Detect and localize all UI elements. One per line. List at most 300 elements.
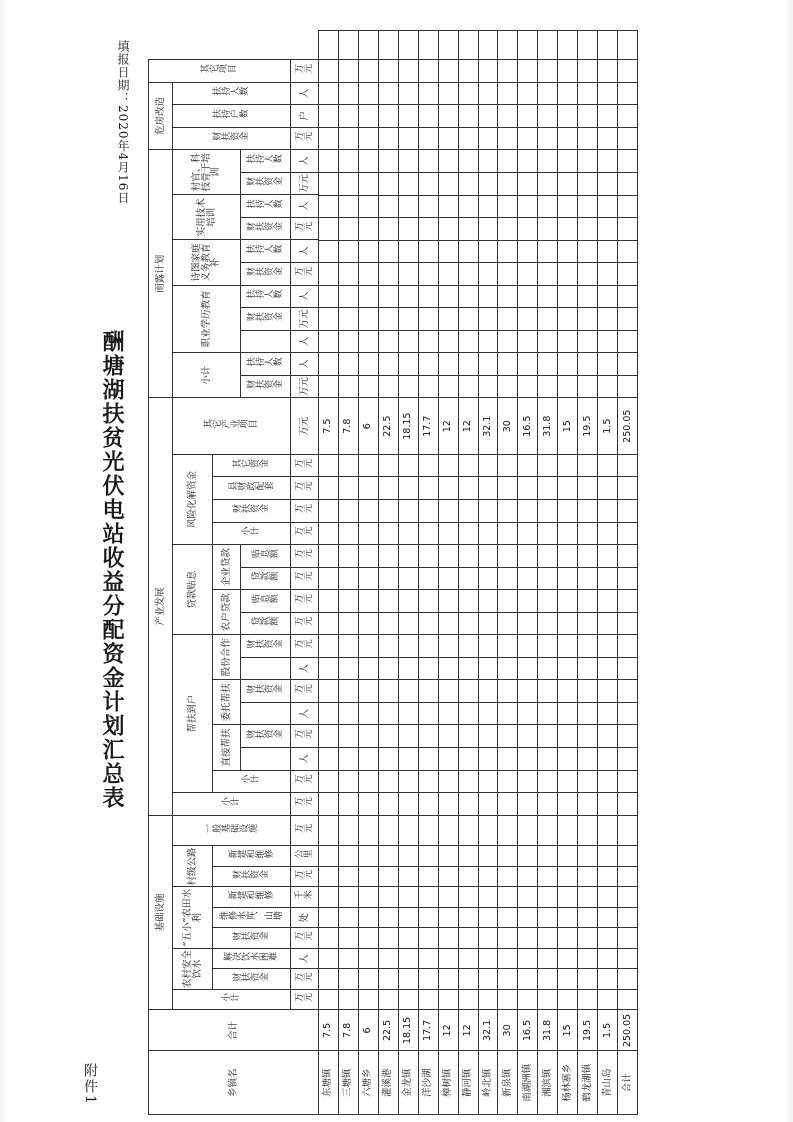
fill-date: 填报日期：2020年4月16日 (116, 40, 130, 205)
cell-empty (558, 725, 578, 748)
cell-empty (378, 218, 398, 241)
cell-empty (438, 218, 458, 241)
cell-empty (378, 308, 398, 331)
cell-town: 樟树镇 (438, 1051, 458, 1115)
cell-town: 灌溪港 (378, 1051, 398, 1115)
cell-empty (438, 263, 458, 286)
cell-empty (558, 948, 578, 969)
cell-empty (458, 477, 478, 500)
cell-empty (458, 846, 478, 867)
cell-empty (319, 375, 339, 398)
table-row (458, 31, 478, 1115)
cell-empty (438, 590, 458, 613)
header-vocational: 职业学历教育 (173, 285, 241, 353)
cell-empty (578, 60, 598, 83)
cell-empty (358, 499, 378, 522)
cell-empty (578, 866, 598, 887)
header-farmer-loan: 农户贷款 (213, 590, 241, 635)
header-share-people (241, 657, 291, 680)
cell-empty (498, 612, 518, 635)
cell-empty (558, 657, 578, 680)
cell-empty (418, 195, 438, 218)
cell-empty (618, 725, 638, 748)
cell-total: 15 (558, 1010, 578, 1051)
cell-empty (538, 477, 558, 500)
cell-empty (418, 725, 438, 748)
cell-empty (358, 657, 378, 680)
cell-empty (398, 969, 418, 990)
cell-empty (558, 887, 578, 908)
cell-town: 东塘镇 (319, 1051, 339, 1115)
cell-empty (438, 770, 458, 793)
cell-empty (558, 612, 578, 635)
cell-empty (458, 545, 478, 568)
cell-empty (578, 989, 598, 1010)
cell-empty (458, 567, 478, 590)
cell-empty (418, 127, 438, 150)
header-risk-county: 县财政配套 (213, 477, 291, 500)
cell-empty (598, 375, 618, 398)
cell-empty (598, 702, 618, 725)
unit-entrust-fund: 万元 (291, 680, 319, 703)
header-other-industry: 其它产业项目 (173, 398, 291, 455)
cell-other-industry: 250.05 (618, 398, 638, 454)
cell-empty (398, 928, 418, 949)
cell-empty (618, 567, 638, 590)
cell-empty (498, 680, 518, 703)
cell-empty (518, 887, 538, 908)
cell-empty (538, 702, 558, 725)
cell-empty (458, 635, 478, 658)
cell-empty (558, 499, 578, 522)
cell-town: 新泉镇 (498, 1051, 518, 1115)
cell-empty (338, 866, 358, 887)
cell-empty (438, 308, 458, 331)
cell-empty (338, 907, 358, 928)
cell-empty (358, 195, 378, 218)
cell-empty (418, 989, 438, 1010)
cell-empty (458, 31, 478, 60)
cell-empty (558, 285, 578, 308)
cell-empty (498, 657, 518, 680)
document-title: 酬塘湖扶贫光伏电站收益分配资金计划汇总表 (99, 330, 124, 810)
cell-empty (618, 989, 638, 1010)
cell-empty (478, 105, 498, 128)
header-five-small: “五小”农田水利 (173, 887, 213, 949)
cell-empty (518, 105, 538, 128)
cell-empty (418, 499, 438, 522)
cell-empty (418, 477, 438, 500)
cell-empty (358, 567, 378, 590)
cell-empty (378, 60, 398, 83)
cell-empty (418, 815, 438, 846)
header-village-road: 村级公路 (173, 846, 213, 887)
cell-empty (498, 907, 518, 928)
cell-empty (458, 948, 478, 969)
cell-empty (478, 31, 498, 60)
cell-empty (398, 263, 418, 286)
cell-empty (398, 702, 418, 725)
cell-empty (598, 240, 618, 263)
cell-empty (378, 263, 398, 286)
cell-empty (398, 218, 418, 241)
cell-empty (558, 702, 578, 725)
cell-empty (518, 567, 538, 590)
unit-poetry-fund: 万元 (291, 262, 319, 285)
cell-empty (418, 612, 438, 635)
cell-empty (398, 657, 418, 680)
cell-empty (418, 330, 438, 353)
cell-empty (498, 590, 518, 613)
cell-empty (319, 127, 339, 150)
cell-empty (578, 195, 598, 218)
cell-empty (418, 680, 438, 703)
cell-empty (538, 725, 558, 748)
cell-empty (319, 748, 339, 771)
cell-other-industry: 12 (438, 398, 458, 454)
cell-empty (518, 928, 538, 949)
cell-empty (458, 887, 478, 908)
cell-empty (418, 748, 438, 771)
header-prac-fund: 财扶资金 (241, 217, 291, 240)
cell-empty (319, 846, 339, 867)
cell-empty (338, 590, 358, 613)
cell-empty (398, 545, 418, 568)
cell-empty (598, 308, 618, 331)
cell-empty (458, 353, 478, 376)
cell-total: 12 (438, 1010, 458, 1051)
unit-road-km: 公里 (291, 846, 319, 867)
cell-empty (438, 567, 458, 590)
header-road-fund: 财扶资金 (213, 866, 291, 887)
cell-empty (378, 702, 398, 725)
cell-empty (598, 989, 618, 1010)
cell-empty (538, 887, 558, 908)
cell-empty (618, 907, 638, 928)
cell-empty (358, 928, 378, 949)
cell-empty (458, 82, 478, 105)
cell-total: 18.15 (398, 1010, 418, 1051)
cell-empty (358, 702, 378, 725)
cell-empty (338, 657, 358, 680)
cell-empty (438, 545, 458, 568)
cell-empty (319, 770, 339, 793)
cell-empty (478, 590, 498, 613)
cell-other-industry: 16.5 (518, 398, 538, 454)
cell-empty (418, 948, 438, 969)
cell-empty (478, 60, 498, 83)
table-row (478, 31, 498, 1115)
cell-town: 静河镇 (458, 1051, 478, 1115)
cell-empty (578, 308, 598, 331)
header-infra: 基础设施 (149, 815, 173, 1010)
cell-empty (538, 522, 558, 545)
cell-empty (498, 748, 518, 771)
cell-empty (558, 545, 578, 568)
cell-empty (518, 127, 538, 150)
cell-empty (338, 60, 358, 83)
cell-town: 六塘乡 (358, 1051, 378, 1115)
cell-empty (458, 195, 478, 218)
cell-empty (378, 330, 398, 353)
cell-empty (618, 748, 638, 771)
cell-empty (558, 635, 578, 658)
cell-empty (438, 499, 458, 522)
cell-empty (518, 948, 538, 969)
cell-empty (438, 748, 458, 771)
table-row (358, 31, 378, 1115)
cell-empty (518, 680, 538, 703)
header-five-repair: 维修水库、山塘 (213, 907, 291, 928)
cell-empty (358, 127, 378, 150)
unit-five-chu: 处 (291, 907, 319, 928)
cell-other-industry: 15 (558, 398, 578, 454)
cell-empty (498, 105, 518, 128)
cell-empty (398, 793, 418, 816)
cell-empty (598, 173, 618, 196)
cell-empty (458, 989, 478, 1010)
cell-empty (558, 375, 578, 398)
cell-empty (378, 770, 398, 793)
cell-empty (319, 173, 339, 196)
cell-empty (618, 195, 638, 218)
cell-empty (618, 590, 638, 613)
cell-empty (578, 31, 598, 60)
cell-empty (598, 725, 618, 748)
cell-empty (538, 308, 558, 331)
cell-empty (458, 815, 478, 846)
cell-empty (418, 793, 438, 816)
cell-empty (518, 454, 538, 477)
cell-empty (618, 969, 638, 990)
cell-empty (598, 454, 618, 477)
cell-empty (538, 499, 558, 522)
unit-officer-people: 人 (291, 150, 319, 173)
cell-total: 1.5 (598, 1010, 618, 1051)
cell-empty (598, 635, 618, 658)
cell-empty (478, 150, 498, 173)
cell-empty (319, 815, 339, 846)
cell-empty (518, 60, 538, 83)
cell-empty (478, 657, 498, 680)
cell-empty (518, 702, 538, 725)
body-table-wrapper (318, 30, 638, 1115)
cell-empty (478, 928, 498, 949)
cell-empty (398, 590, 418, 613)
cell-empty (358, 330, 378, 353)
cell-empty (598, 770, 618, 793)
header-road-new: 新建和维修 (213, 846, 291, 867)
cell-empty (418, 522, 438, 545)
cell-empty (498, 31, 518, 60)
cell-empty (498, 989, 518, 1010)
cell-empty (478, 263, 498, 286)
unit-risk-county: 万元 (291, 477, 319, 500)
cell-empty (398, 866, 418, 887)
cell-empty (418, 846, 438, 867)
cell-empty (338, 127, 358, 150)
cell-empty (578, 948, 598, 969)
cell-empty (558, 218, 578, 241)
cell-empty (438, 31, 458, 60)
cell-empty (598, 285, 618, 308)
cell-empty (378, 846, 398, 867)
cell-empty (578, 522, 598, 545)
header-help-household: 帮扶到户 (173, 635, 213, 793)
cell-empty (319, 150, 339, 173)
header-village-officer: 村官、科技骨干培训 (173, 150, 241, 195)
cell-empty (338, 218, 358, 241)
cell-empty (358, 105, 378, 128)
cell-empty (618, 499, 638, 522)
cell-empty (358, 60, 378, 83)
cell-total: 31.8 (538, 1010, 558, 1051)
cell-empty (478, 635, 498, 658)
cell-empty (338, 454, 358, 477)
cell-empty (478, 454, 498, 477)
cell-empty (358, 969, 378, 990)
cell-empty (478, 127, 498, 150)
cell-empty (538, 60, 558, 83)
cell-empty (478, 866, 498, 887)
cell-empty (398, 989, 418, 1010)
cell-empty (438, 680, 458, 703)
cell-empty (538, 285, 558, 308)
cell-empty (558, 969, 578, 990)
cell-empty (598, 793, 618, 816)
table-row (498, 31, 518, 1115)
cell-empty (338, 31, 358, 60)
cell-empty (338, 567, 358, 590)
cell-empty (458, 657, 478, 680)
table-row (438, 31, 458, 1115)
cell-empty (458, 218, 478, 241)
cell-empty (458, 612, 478, 635)
cell-empty (518, 770, 538, 793)
header-total: 合计 (149, 1010, 319, 1051)
cell-empty (338, 330, 358, 353)
cell-empty (498, 195, 518, 218)
cell-empty (498, 887, 518, 908)
cell-empty (538, 127, 558, 150)
table-row (418, 31, 438, 1115)
cell-empty (458, 173, 478, 196)
cell-empty (398, 522, 418, 545)
unit-voc-fund: 万元 (291, 308, 319, 331)
cell-empty (558, 770, 578, 793)
cell-empty (458, 866, 478, 887)
cell-empty (618, 240, 638, 263)
cell-empty (558, 454, 578, 477)
cell-empty (358, 612, 378, 635)
cell-empty (378, 866, 398, 887)
cell-total: 17.7 (418, 1010, 438, 1051)
cell-empty (319, 702, 339, 725)
header-farmer-loan-amt: 贷款额 (241, 612, 291, 635)
cell-empty (518, 612, 538, 635)
header-house-people: 扶持人数 (173, 82, 291, 105)
cell-empty (538, 612, 558, 635)
header-table (148, 30, 319, 1115)
cell-empty (478, 195, 498, 218)
cell-empty (358, 375, 378, 398)
cell-empty (398, 82, 418, 105)
header-risk-fund-col: 财扶资金 (213, 499, 291, 522)
cell-empty (598, 353, 618, 376)
cell-town: 青山岛 (598, 1051, 618, 1115)
cell-empty (378, 590, 398, 613)
cell-empty (518, 846, 538, 867)
cell-empty (338, 612, 358, 635)
cell-empty (518, 657, 538, 680)
cell-empty (358, 680, 378, 703)
cell-empty (538, 866, 558, 887)
cell-empty (538, 680, 558, 703)
cell-empty (558, 240, 578, 263)
cell-empty (478, 702, 498, 725)
header-enterprise-loan: 企业贷款 (213, 545, 241, 590)
cell-empty (438, 240, 458, 263)
cell-empty (538, 173, 558, 196)
cell-empty (319, 948, 339, 969)
cell-empty (618, 353, 638, 376)
cell-empty (338, 702, 358, 725)
cell-other-industry: 30 (498, 398, 518, 454)
cell-empty (398, 725, 418, 748)
cell-empty (618, 330, 638, 353)
cell-empty (558, 522, 578, 545)
cell-empty (378, 725, 398, 748)
cell-empty (458, 454, 478, 477)
cell-empty (618, 948, 638, 969)
cell-empty (338, 105, 358, 128)
cell-empty (378, 748, 398, 771)
cell-empty (458, 105, 478, 128)
cell-empty (478, 793, 498, 816)
unit-officer-fund: 万元 (291, 172, 319, 195)
cell-empty (438, 60, 458, 83)
cell-empty (338, 887, 358, 908)
cell-empty (578, 702, 598, 725)
cell-empty (598, 590, 618, 613)
cell-empty (598, 567, 618, 590)
cell-empty (538, 590, 558, 613)
cell-empty (338, 545, 358, 568)
cell-empty (438, 127, 458, 150)
header-farmer-interest: 贴息额 (241, 590, 291, 613)
cell-empty (518, 590, 538, 613)
unit-other-industry: 万元 (291, 398, 319, 455)
cell-empty (558, 846, 578, 867)
cell-empty (418, 887, 438, 908)
cell-empty (378, 522, 398, 545)
cell-empty (438, 522, 458, 545)
cell-empty (578, 82, 598, 105)
unit-rain-people: 人 (291, 353, 319, 376)
cell-total: 22.5 (378, 1010, 398, 1051)
cell-empty (538, 545, 558, 568)
cell-empty (558, 680, 578, 703)
cell-empty (538, 150, 558, 173)
cell-empty (558, 82, 578, 105)
data-table (318, 30, 638, 1115)
cell-empty (618, 477, 638, 500)
cell-empty (398, 353, 418, 376)
cell-empty (358, 748, 378, 771)
cell-empty (319, 657, 339, 680)
cell-empty (558, 815, 578, 846)
cell-empty (418, 240, 438, 263)
